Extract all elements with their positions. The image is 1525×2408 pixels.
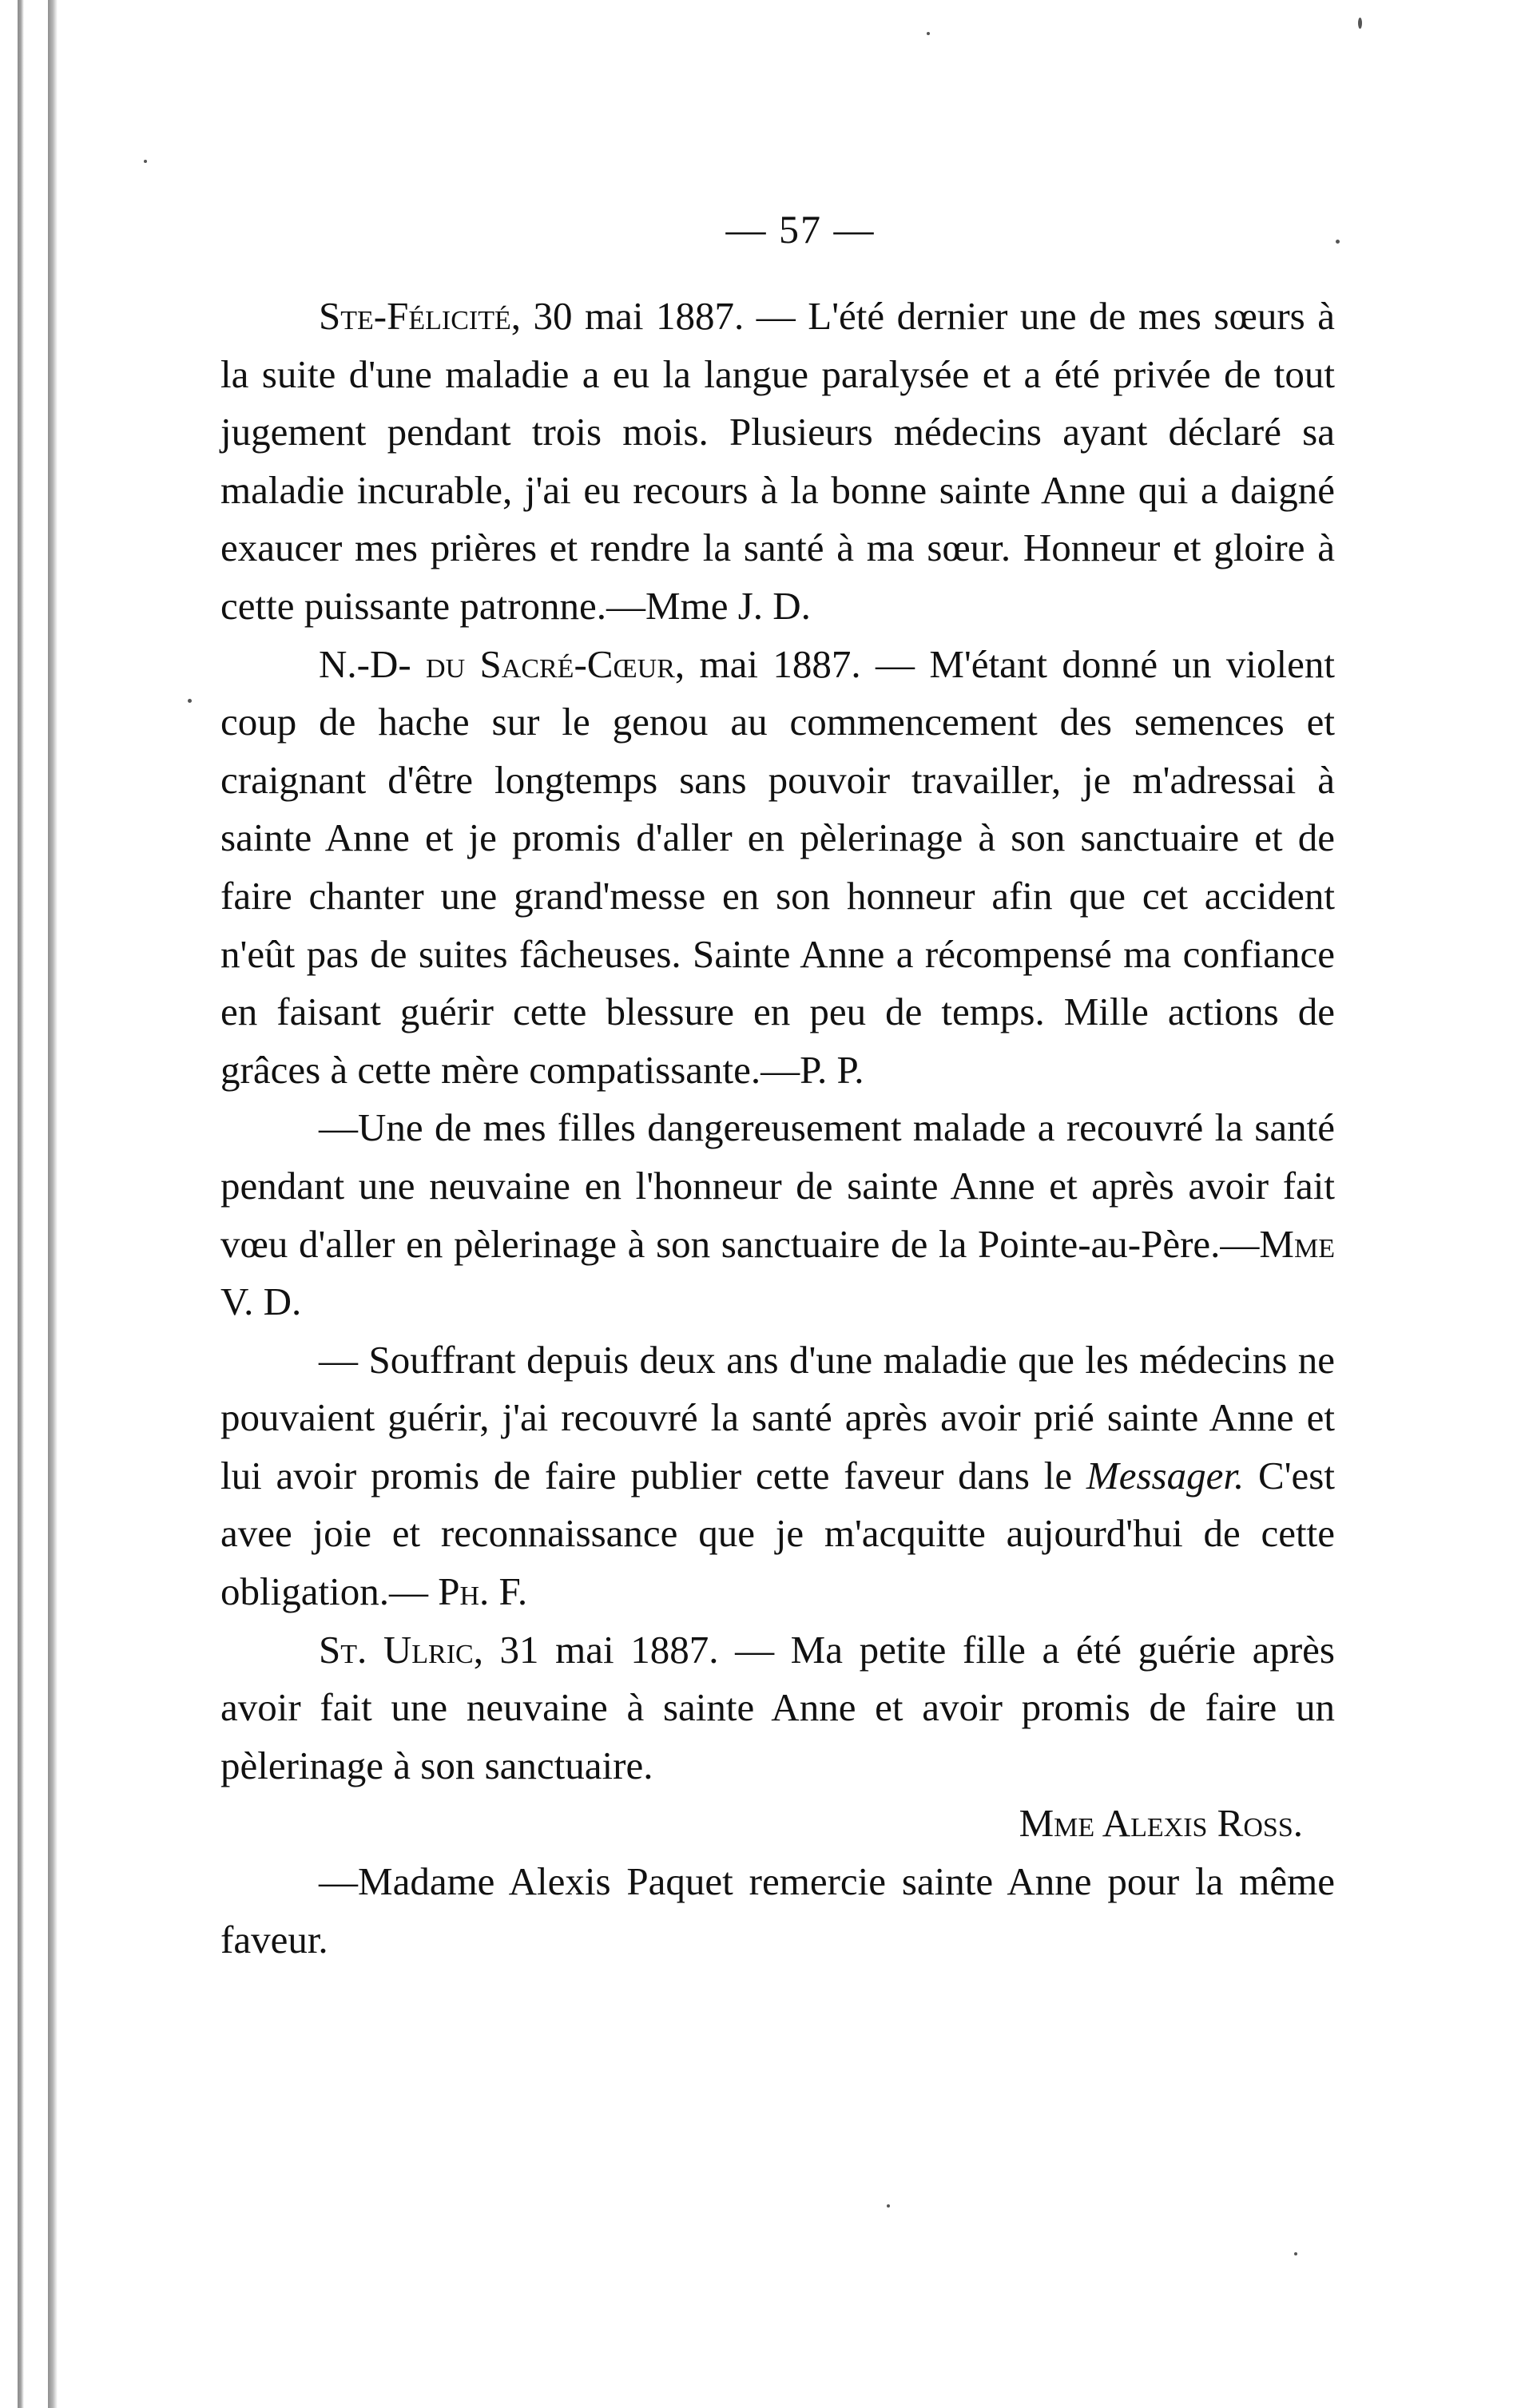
paragraph-st-ulric <box>220 1621 1335 1795</box>
paragraph-text: 31 mai 1887. — Ma petite fille a été guérie après avoir fait une neuvaine à sainte Anne et avoir promis de faire un pèlerinage à son sanctuaire. <box>220 1627 1335 1787</box>
page-number: — 57 — <box>725 207 876 252</box>
scan-speck <box>887 2204 890 2208</box>
paragraph-souffrant <box>220 1331 1335 1621</box>
paragraph-une-de-mes-filles <box>220 1099 1335 1331</box>
scan-speck <box>927 32 930 35</box>
paragraph-text: —Madame Alexis Paquet remercie sainte Anne pour la même faveur. <box>220 1859 1335 1962</box>
signature-initials: Mme V. D. <box>220 1221 1335 1324</box>
paragraph-ste-felicite <box>220 288 1335 636</box>
paragraph-madame-paquet <box>220 1853 1335 1969</box>
publication-title: Messager. <box>1086 1453 1245 1498</box>
page-body <box>220 288 1335 1969</box>
scan-speck <box>1294 2252 1297 2255</box>
place-name: St. Ulric, <box>319 1627 483 1672</box>
paragraph-text: — Souffrant depuis deux ans d'une maladie que les médecins ne pouvaient guérir, j'ai recouvré la santé après avoir prié sainte Anne et lui avoir promis de faire publier cette faveur dans le <box>220 1337 1335 1498</box>
scan-speck <box>188 699 192 703</box>
binding-edge <box>0 0 76 2408</box>
paragraph-text: —Une de mes filles dangereusement malade a recouvré la santé pendant une neuvaine en l'honneur de sainte Anne et après avoir fait vœu d'aller en pèlerinage à son sanctuaire de la Pointe-au-Père.— <box>220 1105 1335 1266</box>
place-name: N.-D- du Sacré-Cœur, <box>319 641 685 686</box>
paragraph-nd-sacre-coeur <box>220 636 1335 1100</box>
paragraph-text-continued: C'est avee joie et reconnaissance que je m'acquitte aujourd'hui de cette obligation.— <box>220 1453 1335 1614</box>
scan-speck <box>144 160 147 163</box>
place-name: Ste-Félicité, <box>319 294 522 338</box>
paragraph-text: mai 1887. — M'étant donné un violent coup de hache sur le genou au commencement des semences et craignant d'être longtemps sans pouvoir travailler, je m'adressai à sainte Anne et je promis d'aller en pèlerinage à son sanctuaire et de faire chanter une grand'messe en son honneur afin que cet accident n'eût pas de suites fâcheuses. Sainte Anne a récompensé ma confiance en faisant guérir cette blessure en peu de temps. Mille actions de grâces à cette mère compatissante.—P. P. <box>220 641 1335 1092</box>
signature-initials: Ph. F. <box>438 1569 528 1614</box>
scan-speck <box>1358 18 1362 29</box>
paragraph-text: 30 mai 1887. — L'été dernier une de mes sœurs à la suite d'une maladie a eu la langue paralysée et a été privée de tout jugement pendant trois mois. Plusieurs médecins ayant déclaré sa maladie incurable, j'ai eu recours à la bonne sainte Anne qui a daigné exaucer mes prières et rendre la santé à ma sœur. Honneur et gloire à cette puissante patronne.—Mme J. D. <box>220 294 1335 628</box>
signature-line: Mme Alexis Ross. <box>1019 1801 1303 1846</box>
scan-speck <box>1336 240 1340 244</box>
